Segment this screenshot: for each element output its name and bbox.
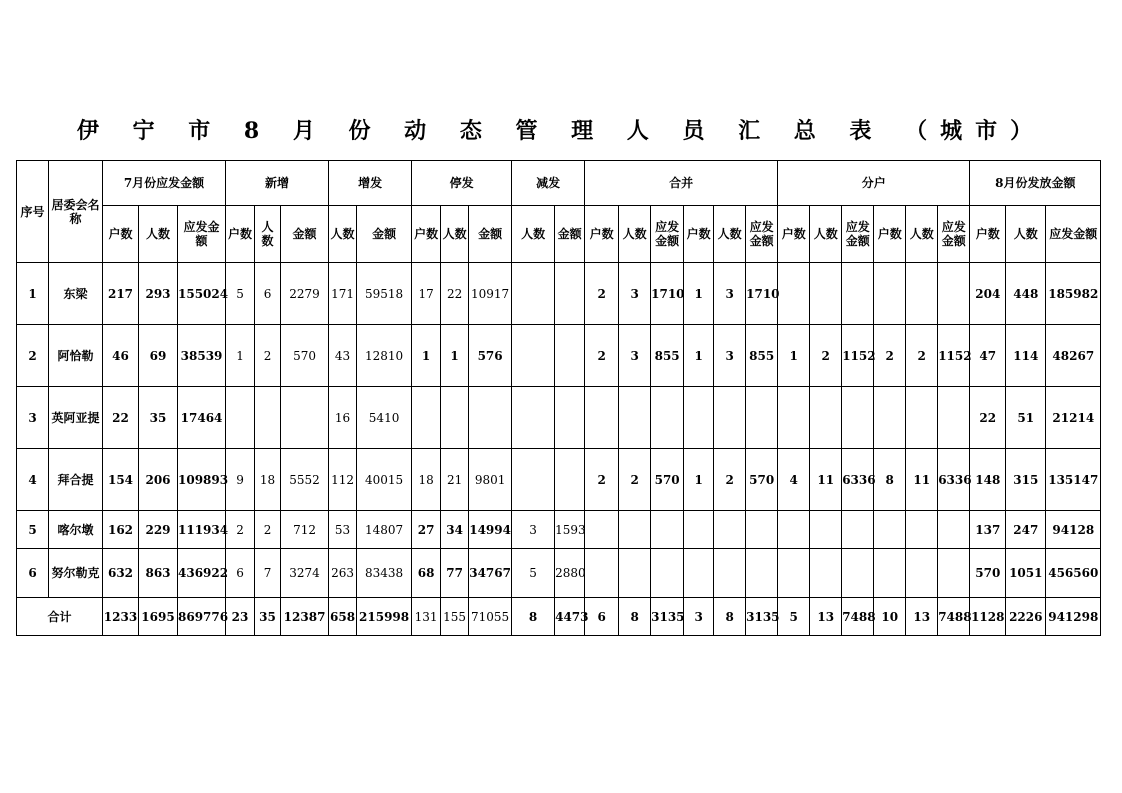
- total-cell: 658: [329, 598, 357, 636]
- table-cell: 11: [906, 449, 938, 511]
- table-cell: [512, 263, 555, 325]
- row-committee-name: 英阿亚提: [49, 387, 103, 449]
- header-aug: 8月份发放金额: [970, 161, 1101, 206]
- total-cell: 1128: [970, 598, 1006, 636]
- table-cell: 7: [255, 549, 281, 598]
- table-cell: 2: [874, 325, 906, 387]
- table-cell: 855: [651, 325, 684, 387]
- header-seq: 序号: [17, 161, 49, 263]
- table-cell: 1593: [555, 511, 585, 549]
- sub-header: 人数: [139, 206, 178, 263]
- total-cell: 3135: [746, 598, 778, 636]
- table-cell: 59518: [357, 263, 412, 325]
- total-cell: 869776: [178, 598, 226, 636]
- table-cell: [874, 511, 906, 549]
- table-cell: [938, 549, 970, 598]
- row-seq: 4: [17, 449, 49, 511]
- total-label: 合计: [17, 598, 103, 636]
- table-cell: 3: [714, 325, 746, 387]
- table-cell: 185982: [1046, 263, 1101, 325]
- table-cell: 11: [810, 449, 842, 511]
- table-cell: 712: [281, 511, 329, 549]
- row-committee-name: 东梁: [49, 263, 103, 325]
- table-cell: [619, 549, 651, 598]
- table-cell: 112: [329, 449, 357, 511]
- sub-header: 应发金额: [651, 206, 684, 263]
- table-cell: [555, 387, 585, 449]
- table-cell: [512, 449, 555, 511]
- table-cell: 6336: [938, 449, 970, 511]
- table-cell: 2: [619, 449, 651, 511]
- table-cell: [906, 511, 938, 549]
- table-cell: 2: [255, 325, 281, 387]
- table-cell: 48267: [1046, 325, 1101, 387]
- table-cell: 155024: [178, 263, 226, 325]
- table-cell: 6: [255, 263, 281, 325]
- sub-header: 人数: [810, 206, 842, 263]
- table-cell: 1: [441, 325, 469, 387]
- table-cell: 47: [970, 325, 1006, 387]
- table-cell: 5: [226, 263, 255, 325]
- sub-header: 户数: [778, 206, 810, 263]
- table-cell: 456560: [1046, 549, 1101, 598]
- table-cell: [938, 511, 970, 549]
- table-cell: 9801: [469, 449, 512, 511]
- total-cell: 1233: [103, 598, 139, 636]
- table-cell: 10917: [469, 263, 512, 325]
- table-cell: 69: [139, 325, 178, 387]
- row-seq: 3: [17, 387, 49, 449]
- table-cell: [874, 549, 906, 598]
- table-cell: 46: [103, 325, 139, 387]
- total-cell: 8: [512, 598, 555, 636]
- table-cell: 3274: [281, 549, 329, 598]
- table-cell: [555, 263, 585, 325]
- total-cell: 131: [412, 598, 441, 636]
- table-cell: 570: [746, 449, 778, 511]
- table-cell: [746, 511, 778, 549]
- table-cell: 1: [412, 325, 441, 387]
- table-cell: [874, 263, 906, 325]
- table-cell: 4: [778, 449, 810, 511]
- table-cell: 570: [651, 449, 684, 511]
- table-cell: 5: [512, 549, 555, 598]
- table-cell: [555, 325, 585, 387]
- sub-header: 户数: [226, 206, 255, 263]
- sub-header: 户数: [412, 206, 441, 263]
- table-cell: 171: [329, 263, 357, 325]
- header-increase: 增发: [329, 161, 412, 206]
- table-row: [17, 325, 1101, 387]
- table-cell: 570: [970, 549, 1006, 598]
- sub-header: 金额: [357, 206, 412, 263]
- table-cell: [842, 387, 874, 449]
- table-cell: [281, 387, 329, 449]
- table-cell: [714, 387, 746, 449]
- total-cell: 941298: [1046, 598, 1101, 636]
- table-cell: [778, 511, 810, 549]
- table-cell: 855: [746, 325, 778, 387]
- table-cell: [255, 387, 281, 449]
- header-row-groups: [17, 161, 1101, 206]
- sub-header: 户数: [103, 206, 139, 263]
- table-cell: 137: [970, 511, 1006, 549]
- table-cell: 632: [103, 549, 139, 598]
- table-cell: 154: [103, 449, 139, 511]
- table-cell: 22: [103, 387, 139, 449]
- table-row: [17, 449, 1101, 511]
- row-seq: 2: [17, 325, 49, 387]
- table-cell: 51: [1006, 387, 1046, 449]
- header-new: 新增: [226, 161, 329, 206]
- header-split: 分户: [778, 161, 970, 206]
- total-cell: 10: [874, 598, 906, 636]
- table-cell: 2: [585, 325, 619, 387]
- total-cell: 12387: [281, 598, 329, 636]
- summary-table: [16, 160, 1101, 636]
- total-cell: 8: [619, 598, 651, 636]
- sub-header: 户数: [684, 206, 714, 263]
- table-cell: [746, 387, 778, 449]
- table-body: [17, 161, 1101, 636]
- sub-header: 人数: [906, 206, 938, 263]
- table-cell: [938, 387, 970, 449]
- table-cell: 2: [906, 325, 938, 387]
- table-cell: [651, 387, 684, 449]
- table-cell: 34767: [469, 549, 512, 598]
- row-committee-name: 阿恰勒: [49, 325, 103, 387]
- total-cell: 7488: [842, 598, 874, 636]
- page-title: 伊 宁 市 8 月 份 动 态 管 理 人 员 汇 总 表 （城市）: [76, 118, 1046, 144]
- table-cell: [684, 549, 714, 598]
- table-cell: 114: [1006, 325, 1046, 387]
- table-cell: 1710: [651, 263, 684, 325]
- header-merge: 合并: [585, 161, 778, 206]
- table-cell: 17464: [178, 387, 226, 449]
- table-cell: 17: [412, 263, 441, 325]
- table-cell: [778, 263, 810, 325]
- table-cell: [810, 511, 842, 549]
- row-seq: 1: [17, 263, 49, 325]
- table-cell: [512, 325, 555, 387]
- table-cell: 35: [139, 387, 178, 449]
- table-cell: 576: [469, 325, 512, 387]
- table-cell: 77: [441, 549, 469, 598]
- table-cell: [619, 387, 651, 449]
- table-cell: 1051: [1006, 549, 1046, 598]
- table-cell: 2: [255, 511, 281, 549]
- table-row: [17, 387, 1101, 449]
- table-row: [17, 511, 1101, 549]
- total-cell: 6: [585, 598, 619, 636]
- table-cell: [714, 511, 746, 549]
- total-row: [17, 598, 1101, 636]
- table-cell: 22: [441, 263, 469, 325]
- sub-header: 人数: [255, 206, 281, 263]
- total-cell: 35: [255, 598, 281, 636]
- table-cell: 315: [1006, 449, 1046, 511]
- table-cell: [441, 387, 469, 449]
- table-cell: 6: [226, 549, 255, 598]
- total-cell: 13: [810, 598, 842, 636]
- table-cell: [684, 387, 714, 449]
- sub-header: 金额: [281, 206, 329, 263]
- total-cell: 4473: [555, 598, 585, 636]
- table-cell: 3: [714, 263, 746, 325]
- table-cell: 2880: [555, 549, 585, 598]
- table-cell: 162: [103, 511, 139, 549]
- table-cell: 38539: [178, 325, 226, 387]
- header-row-sub: [17, 206, 1101, 263]
- table-cell: 111934: [178, 511, 226, 549]
- total-cell: 8: [714, 598, 746, 636]
- sub-header: 应发金额: [1046, 206, 1101, 263]
- table-cell: [842, 511, 874, 549]
- table-cell: 1710: [746, 263, 778, 325]
- table-cell: 206: [139, 449, 178, 511]
- table-cell: 94128: [1046, 511, 1101, 549]
- table-cell: [906, 263, 938, 325]
- table-cell: 3: [619, 325, 651, 387]
- row-seq: 5: [17, 511, 49, 549]
- total-cell: 23: [226, 598, 255, 636]
- table-cell: [906, 387, 938, 449]
- table-cell: [938, 263, 970, 325]
- row-committee-name: 喀尔墩: [49, 511, 103, 549]
- table-cell: 3: [619, 263, 651, 325]
- table-cell: 1: [226, 325, 255, 387]
- table-row: [17, 549, 1101, 598]
- table-cell: 3: [512, 511, 555, 549]
- total-cell: 155: [441, 598, 469, 636]
- table-cell: 448: [1006, 263, 1046, 325]
- total-cell: 2226: [1006, 598, 1046, 636]
- table-cell: 1152: [938, 325, 970, 387]
- table-cell: [684, 511, 714, 549]
- total-cell: 5: [778, 598, 810, 636]
- row-committee-name: 拜合提: [49, 449, 103, 511]
- table-cell: 2: [585, 449, 619, 511]
- table-cell: [651, 549, 684, 598]
- table-cell: [810, 263, 842, 325]
- table-cell: 5410: [357, 387, 412, 449]
- table-cell: 2: [714, 449, 746, 511]
- table-cell: [619, 511, 651, 549]
- table-cell: [226, 387, 255, 449]
- table-cell: [512, 387, 555, 449]
- table-row: [17, 263, 1101, 325]
- table-cell: 1: [684, 325, 714, 387]
- table-cell: [778, 549, 810, 598]
- table-cell: 204: [970, 263, 1006, 325]
- table-cell: 5552: [281, 449, 329, 511]
- table-cell: [469, 387, 512, 449]
- total-cell: 3: [684, 598, 714, 636]
- table-cell: 863: [139, 549, 178, 598]
- table-cell: [714, 549, 746, 598]
- table-cell: [842, 263, 874, 325]
- table-cell: [842, 549, 874, 598]
- table-cell: 22: [970, 387, 1006, 449]
- sub-header: 应发金额: [178, 206, 226, 263]
- sub-header: 应发金额: [938, 206, 970, 263]
- table-cell: 83438: [357, 549, 412, 598]
- sub-header: 户数: [874, 206, 906, 263]
- table-cell: 2: [585, 263, 619, 325]
- total-cell: 215998: [357, 598, 412, 636]
- table-cell: 14807: [357, 511, 412, 549]
- table-cell: 6336: [842, 449, 874, 511]
- table-cell: 229: [139, 511, 178, 549]
- table-cell: [810, 387, 842, 449]
- table-cell: 570: [281, 325, 329, 387]
- row-committee-name: 努尔勒克: [49, 549, 103, 598]
- table-cell: [651, 511, 684, 549]
- sub-header: 人数: [512, 206, 555, 263]
- sub-header: 人数: [329, 206, 357, 263]
- table-cell: 247: [1006, 511, 1046, 549]
- table-cell: 2: [810, 325, 842, 387]
- table-cell: 293: [139, 263, 178, 325]
- sub-header: 户数: [585, 206, 619, 263]
- table-cell: 34: [441, 511, 469, 549]
- sub-header: 人数: [714, 206, 746, 263]
- table-cell: [555, 449, 585, 511]
- table-cell: 135147: [1046, 449, 1101, 511]
- table-cell: [585, 549, 619, 598]
- sub-header: 人数: [1006, 206, 1046, 263]
- total-cell: 71055: [469, 598, 512, 636]
- table-cell: 40015: [357, 449, 412, 511]
- table-cell: 2279: [281, 263, 329, 325]
- table-cell: 53: [329, 511, 357, 549]
- table-cell: 2: [226, 511, 255, 549]
- sub-header: 金额: [469, 206, 512, 263]
- table-cell: 18: [255, 449, 281, 511]
- header-decrease: 减发: [512, 161, 585, 206]
- table-cell: 1: [684, 449, 714, 511]
- table-cell: 9: [226, 449, 255, 511]
- table-cell: 18: [412, 449, 441, 511]
- table-cell: [778, 387, 810, 449]
- header-july: 7月份应发金额: [103, 161, 226, 206]
- table-cell: 436922: [178, 549, 226, 598]
- table-cell: 217: [103, 263, 139, 325]
- table-cell: 263: [329, 549, 357, 598]
- row-seq: 6: [17, 549, 49, 598]
- table-cell: 1: [778, 325, 810, 387]
- table-cell: [874, 387, 906, 449]
- total-cell: 13: [906, 598, 938, 636]
- sub-header: 户数: [970, 206, 1006, 263]
- sub-header: 人数: [619, 206, 651, 263]
- table-cell: 148: [970, 449, 1006, 511]
- total-cell: 7488: [938, 598, 970, 636]
- table-cell: [746, 549, 778, 598]
- sub-header: 应发金额: [746, 206, 778, 263]
- table-cell: 109893: [178, 449, 226, 511]
- header-stop: 停发: [412, 161, 512, 206]
- total-cell: 1695: [139, 598, 178, 636]
- table-cell: [412, 387, 441, 449]
- table-cell: 21: [441, 449, 469, 511]
- sub-header: 金额: [555, 206, 585, 263]
- table-cell: 27: [412, 511, 441, 549]
- table-cell: 8: [874, 449, 906, 511]
- table-cell: 14994: [469, 511, 512, 549]
- table-cell: [585, 511, 619, 549]
- header-committee: 居委会名称: [49, 161, 103, 263]
- table-cell: 1: [684, 263, 714, 325]
- table-cell: 12810: [357, 325, 412, 387]
- table-cell: 21214: [1046, 387, 1101, 449]
- total-cell: 3135: [651, 598, 684, 636]
- table-cell: 1152: [842, 325, 874, 387]
- table-cell: [906, 549, 938, 598]
- table-cell: 68: [412, 549, 441, 598]
- table-cell: [810, 549, 842, 598]
- table-cell: 16: [329, 387, 357, 449]
- sub-header: 人数: [441, 206, 469, 263]
- sub-header: 应发金额: [842, 206, 874, 263]
- table-cell: 43: [329, 325, 357, 387]
- table-cell: [585, 387, 619, 449]
